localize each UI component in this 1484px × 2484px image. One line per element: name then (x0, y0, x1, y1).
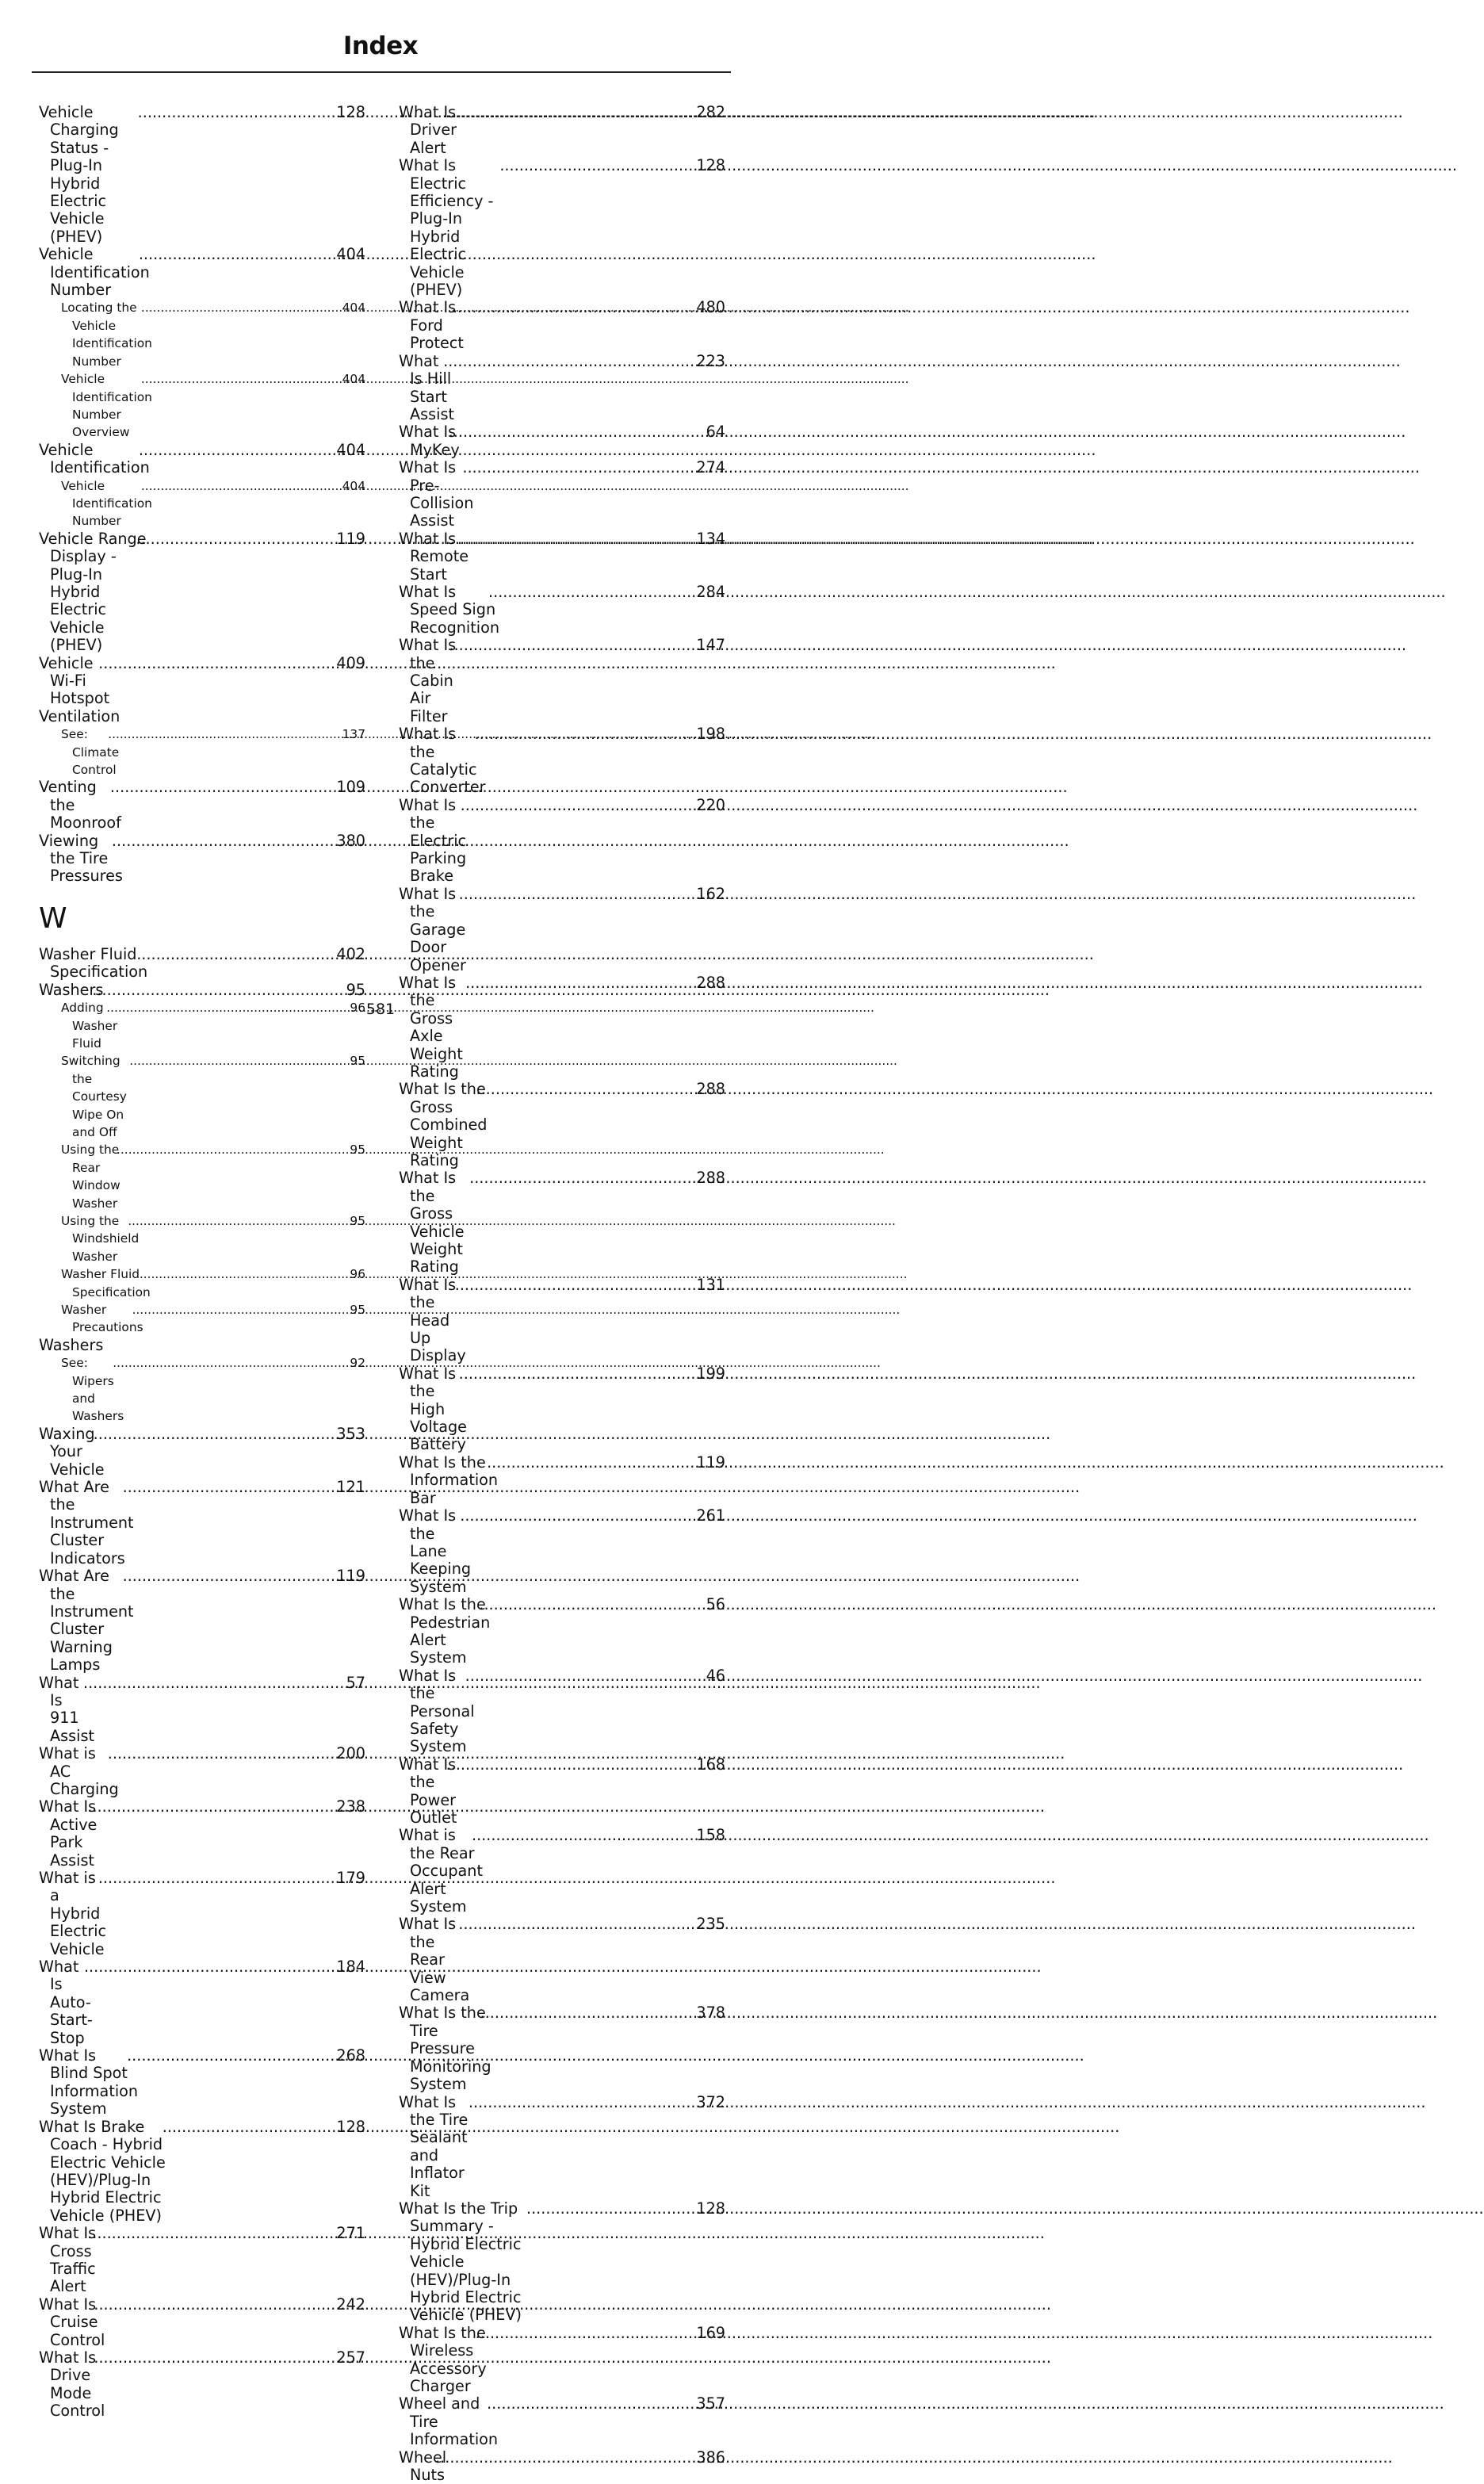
entry-text: What Is Auto-Start-Stop (39, 1958, 93, 2047)
entry-text: Locating the Vehicle Identification Number (61, 300, 152, 369)
index-column-right (399, 104, 725, 2484)
page-ref: 282 (696, 103, 725, 121)
entry-text: Using the Rear Window Washer (61, 1142, 120, 1211)
page-ref: 56 (706, 1595, 725, 1614)
entry-text: What Is the Tire Sealant and Inflator Kit (399, 2092, 469, 2200)
dot-leader (486, 725, 708, 743)
page-ref: 200 (336, 1744, 365, 1763)
page-ref: 284 (696, 582, 725, 601)
entry-text: What Is the Rear View Camera (399, 1915, 470, 2005)
entry-text: What Is the Cabin Air Filter (399, 636, 457, 725)
dot-leader (147, 530, 347, 548)
dot-leader (123, 832, 347, 850)
entry-text: What Is the Gross Vehicle Weight Rating (399, 1169, 465, 1276)
entry-text: Washers (39, 980, 104, 999)
dot-leader (95, 1958, 347, 1976)
index-entry (399, 584, 725, 637)
index-entry (39, 946, 365, 982)
dot-leader (134, 1567, 348, 1585)
dot-leader (469, 1916, 707, 1933)
index-entry (399, 797, 725, 886)
entry-text: What Is MyKey (399, 423, 460, 459)
index-entry (399, 459, 725, 530)
index-entry (399, 1365, 725, 1454)
index-entry (39, 2047, 365, 2118)
entry-text: What Is the Wireless Accessory Charger (399, 2323, 487, 2395)
section-letter: W (39, 901, 67, 935)
page-ref: 268 (336, 2046, 365, 2065)
index-subentry (50, 1212, 365, 1265)
dot-leader (147, 946, 347, 963)
dot-leader (480, 1169, 707, 1187)
index-entry (399, 2395, 725, 2448)
page-ref: 378 (696, 2004, 725, 2023)
index-entry (399, 530, 725, 584)
dot-leader (139, 1212, 361, 1230)
entry-text: What Is Speed Sign Recognition (399, 582, 499, 637)
page-ref: 119 (336, 529, 365, 548)
index-entry (39, 442, 365, 477)
entry-text: What Is the Tire Pressure Monitoring System (399, 2004, 491, 2094)
page-ref: 404 (342, 300, 365, 316)
page-ref: 162 (696, 884, 725, 903)
index-entry (399, 974, 725, 1081)
entry-text: What Is Remote Start (399, 529, 469, 584)
entry-text: Venting the Moonroof (39, 778, 121, 832)
dot-leader (511, 157, 707, 174)
page-title: Index (342, 32, 419, 60)
entry-text: What Is Brake Coach - Hybrid Electric Vehicle (HEV)/Plug-In Hybrid Electric Vehicle (PHEV) (39, 2117, 166, 2225)
page-ref: 184 (336, 1958, 365, 1977)
index-entry (399, 104, 725, 157)
entry-text: What Is Active Park Assist (39, 1797, 98, 1870)
index-heading: Washers (39, 1335, 104, 1354)
entry-text: Washer Precautions (61, 1303, 143, 1335)
dot-leader (487, 1081, 707, 1098)
entry-text: What Is the Gross Combined Weight Rating (399, 1080, 488, 1169)
page-ref: 409 (336, 653, 365, 672)
entry-text: Vehicle Charging Status - Plug-In Hybrid Electric Vehicle (PHEV) (39, 103, 119, 246)
dot-leader (152, 477, 354, 495)
page-ref: 109 (336, 778, 365, 797)
entry-text: Adding Washer Fluid (61, 1001, 118, 1051)
dot-leader (464, 299, 708, 316)
entry-text: Using the Windshield Washer (61, 1213, 140, 1264)
entry-text: What Is the Gross Axle Weight Rating (399, 973, 463, 1081)
page-ref: 119 (336, 1567, 365, 1586)
dot-leader (152, 299, 354, 316)
index-column-left (39, 104, 365, 2421)
index-entry (39, 1567, 365, 1674)
dot-leader (466, 1276, 708, 1294)
page-ref: 134 (696, 529, 725, 548)
entry-text: What Is Cruise Control (39, 2295, 105, 2349)
page-ref: 57 (346, 1673, 365, 1692)
dot-leader (105, 2296, 347, 2314)
dot-leader (152, 370, 354, 388)
page-ref: 179 (336, 1869, 365, 1887)
dot-leader (471, 1507, 707, 1525)
index-subentry (50, 1354, 365, 1426)
index-entry (399, 1756, 725, 1828)
index-subentry (50, 1301, 365, 1337)
page-ref: 147 (696, 636, 725, 655)
dot-leader (121, 779, 347, 796)
page-number: 581 (365, 1001, 396, 1018)
index-entry (39, 779, 365, 832)
page-ref: 64 (706, 423, 725, 442)
entry-text: Wheel and Tire Information (399, 2394, 499, 2449)
page-ref: 168 (696, 1755, 725, 1774)
index-entry (39, 530, 365, 655)
index-entry (39, 246, 365, 299)
entry-text: What Is Drive Mode Control (39, 2348, 105, 2421)
entry-text: What Is the Garage Door Opener (399, 884, 466, 974)
index-entry (399, 1827, 725, 1916)
entry-text: What Is the Electric Parking Brake (399, 795, 467, 886)
entry-text: Vehicle Wi-Fi Hotspot (39, 653, 110, 708)
entry-text: What Is the Power Outlet (399, 1755, 457, 1827)
dot-leader (469, 530, 707, 548)
entry-text: What Is 911 Assist (39, 1673, 94, 1745)
page-ref: 380 (336, 831, 365, 850)
index-entry (39, 1870, 365, 1958)
dot-leader (150, 246, 348, 263)
entry-text: See: Climate Control (61, 727, 120, 778)
page-ref: 220 (696, 795, 725, 814)
index-entry (399, 2004, 725, 2093)
index-entry (399, 1507, 725, 1596)
entry-text: Washer Fluid Specification (61, 1267, 151, 1299)
entry-text: What Is the High Voltage Battery (399, 1364, 467, 1454)
dot-leader (472, 797, 708, 814)
index-subentry (50, 299, 365, 370)
dot-leader (140, 1052, 361, 1070)
index-entry (39, 1798, 365, 1870)
dot-leader (476, 974, 707, 992)
dot-leader (476, 1667, 717, 1685)
page-ref: 95 (350, 1054, 365, 1069)
dot-leader (473, 459, 707, 477)
dot-leader (483, 1827, 707, 1844)
page-ref: 480 (696, 298, 725, 317)
index-entry (39, 1479, 365, 1567)
index-entry (399, 157, 725, 299)
page-ref: 131 (696, 1275, 725, 1294)
page-ref: 404 (342, 372, 365, 387)
dot-leader (499, 584, 707, 601)
entry-text: Vehicle Identification Number (39, 245, 150, 300)
page-ref: 128 (696, 156, 725, 175)
index-entry (399, 423, 725, 459)
dot-leader (128, 1141, 361, 1158)
dot-leader (498, 2395, 707, 2413)
index-entry (39, 2296, 365, 2349)
dot-leader (150, 442, 348, 459)
page-ref: 96 (350, 1001, 365, 1016)
page-ref: 46 (706, 1666, 725, 1685)
index-entry (39, 2225, 365, 2296)
index-entry (39, 655, 365, 708)
entry-text: What Is Cross Traffic Alert (39, 2224, 97, 2296)
index-subentry (50, 725, 365, 779)
page-ref: 288 (696, 973, 725, 992)
page-ref: 288 (696, 1169, 725, 1188)
page-ref: 274 (696, 458, 725, 477)
entry-text: What Is the Head Up Display (399, 1275, 466, 1365)
index-entry (399, 1454, 725, 1507)
page-ref: 198 (696, 725, 725, 744)
dot-leader (490, 1596, 717, 1613)
index-entry (399, 299, 725, 352)
page-ref: 128 (336, 2117, 365, 2136)
entry-text: Wheel Nuts (399, 2448, 447, 2484)
dot-leader (124, 1354, 361, 1372)
entry-text: What Is the Catalytic Converter (399, 725, 486, 797)
index-entry (39, 1674, 365, 1746)
page-ref: 386 (696, 2448, 725, 2467)
entry-text: What Is the Lane Keeping System (399, 1506, 472, 1596)
index-entry (39, 832, 365, 886)
dot-leader (105, 1426, 348, 1443)
page-ref: 137 (342, 727, 365, 742)
dot-leader (151, 1265, 361, 1283)
entry-text: What Is the Personal Safety System (399, 1666, 475, 1756)
page-ref: 119 (696, 1453, 725, 1472)
entry-text: What is the Rear Occupant Alert System (399, 1826, 483, 1916)
index-entry (399, 1276, 725, 1365)
index-entry (399, 1667, 725, 1756)
page-ref: 238 (336, 1797, 365, 1816)
dot-leader (480, 2094, 708, 2111)
page-ref: 128 (696, 2199, 725, 2218)
index-subentry (50, 1141, 365, 1212)
dot-leader (470, 1365, 708, 1383)
entry-text: What is AC Charging (39, 1744, 119, 1798)
page-ref: 288 (696, 1080, 725, 1099)
page-ref: 92 (350, 1356, 365, 1371)
left-part2 (39, 946, 365, 2421)
page-ref: 96 (350, 1267, 365, 1282)
entry-text: What Is Driver Alert (399, 103, 457, 157)
index-heading: Ventilation (39, 706, 120, 725)
left-part1 (39, 104, 365, 886)
entry-text: What Is Electric Efficiency - Plug-In Hybrid Electric Vehicle (PHEV) (399, 156, 494, 300)
entry-text: See: Wipers and Washers (61, 1356, 124, 1424)
dot-leader (103, 982, 357, 999)
entry-text: Washer Fluid Specification (39, 944, 148, 982)
index-entry (39, 2349, 365, 2421)
index-subentry (50, 1052, 365, 1141)
page-ref: 242 (336, 2295, 365, 2314)
entry-text: What Is the Trip Summary - Hybrid Electric Vehicle (HEV)/Plug-In Hybrid Electric Vehicle (PHEV) (399, 2199, 522, 2325)
page-ref: 95 (350, 1303, 365, 1317)
entry-text: Vehicle Identification Number Overview (61, 372, 152, 440)
index-entry (399, 2449, 725, 2484)
dot-leader (119, 1745, 348, 1763)
page-ref: 128 (336, 103, 365, 121)
index-entry (39, 1426, 365, 1479)
index-entry (39, 1958, 365, 2047)
entry-text: What Is Pre-Collision Assist (399, 458, 474, 530)
dot-leader (460, 637, 707, 654)
dot-leader (138, 2047, 347, 2065)
page-ref: 158 (696, 1826, 725, 1845)
page-ref: 121 (336, 1478, 365, 1497)
page-ref: 357 (696, 2394, 725, 2413)
entry-text: Waxing Your Vehicle (39, 1424, 105, 1479)
index-entry (39, 104, 365, 246)
dot-leader (134, 1479, 348, 1496)
index-entry (399, 637, 725, 725)
page-ref: 223 (696, 351, 725, 370)
dot-leader (119, 725, 353, 743)
dot-leader (109, 1870, 348, 1887)
index-entry (39, 1745, 365, 1798)
dot-leader (149, 104, 348, 121)
title-divider (32, 71, 731, 73)
dot-leader (537, 2200, 707, 2218)
dot-leader (94, 1674, 358, 1692)
index-entry (39, 2118, 365, 2225)
index-entry (399, 353, 725, 424)
page-ref: 235 (696, 1915, 725, 1934)
entry-text: What Is Ford Protect (399, 298, 464, 353)
dot-leader (470, 886, 708, 903)
entry-text: What is a Hybrid Electric Vehicle (39, 1869, 107, 1958)
dot-leader (491, 2004, 708, 2022)
dot-leader (98, 1798, 347, 1816)
index-entry (399, 2094, 725, 2200)
dot-leader (109, 655, 347, 672)
entry-text: What Is the Information Bar (399, 1453, 499, 1507)
entry-text: Vehicle Identification Number (61, 478, 152, 529)
entry-text: Viewing the Tire Pressures (39, 831, 123, 886)
dot-leader (446, 2449, 707, 2467)
page-ref: 404 (336, 440, 365, 459)
dot-leader (454, 353, 707, 370)
page-ref: 199 (696, 1364, 725, 1383)
index-entry (399, 886, 725, 974)
page-ref: 372 (696, 2092, 725, 2111)
page-ref: 404 (336, 245, 365, 264)
entry-text: What Is Hill Start Assist (399, 351, 454, 423)
page-ref: 261 (696, 1506, 725, 1525)
index-subentry (50, 477, 365, 530)
dot-leader (457, 1756, 708, 1774)
index-entry (39, 982, 365, 999)
index-subentry (50, 370, 365, 442)
dot-leader (143, 1301, 361, 1319)
entry-text: Switching the Courtesy Wipe On and Off (61, 1054, 127, 1139)
entry-text: What Is Blind Spot Information System (39, 2046, 139, 2118)
index-subentry (50, 1265, 365, 1301)
dot-leader (98, 2225, 347, 2242)
dot-leader (105, 2349, 347, 2367)
dot-leader (487, 2325, 708, 2342)
page-ref: 95 (350, 1142, 365, 1158)
index-entry (399, 2325, 725, 2396)
entry-text: What Are the Instrument Cluster Indicators (39, 1478, 134, 1567)
page-ref: 169 (696, 2323, 725, 2342)
entry-text: Vehicle Identification (39, 440, 150, 477)
index-entry (399, 725, 725, 797)
entry-text: Vehicle Range Display - Plug-In Hybrid Electric Vehicle (PHEV) (39, 529, 147, 655)
dot-leader (457, 104, 707, 121)
index-entry (399, 1916, 725, 2004)
index-entry (399, 2200, 725, 2325)
page-ref: 95 (350, 1213, 365, 1228)
page-ref: 271 (336, 2224, 365, 2243)
index-entry (399, 1169, 725, 1276)
page-ref: 95 (346, 980, 365, 999)
page-ref: 402 (336, 944, 365, 963)
page-ref: 353 (336, 1424, 365, 1443)
index-entry (399, 1081, 725, 1169)
page-ref: 404 (342, 478, 365, 493)
page-ref: 257 (336, 2348, 365, 2367)
dot-leader (498, 1454, 707, 1472)
dot-leader (460, 423, 717, 441)
dot-leader (174, 2118, 348, 2136)
index-entry (399, 1596, 725, 1667)
entry-text: What Are the Instrument Cluster Warning Lamps (39, 1567, 134, 1674)
entry-text: What Is the Pedestrian Alert System (399, 1595, 491, 1667)
